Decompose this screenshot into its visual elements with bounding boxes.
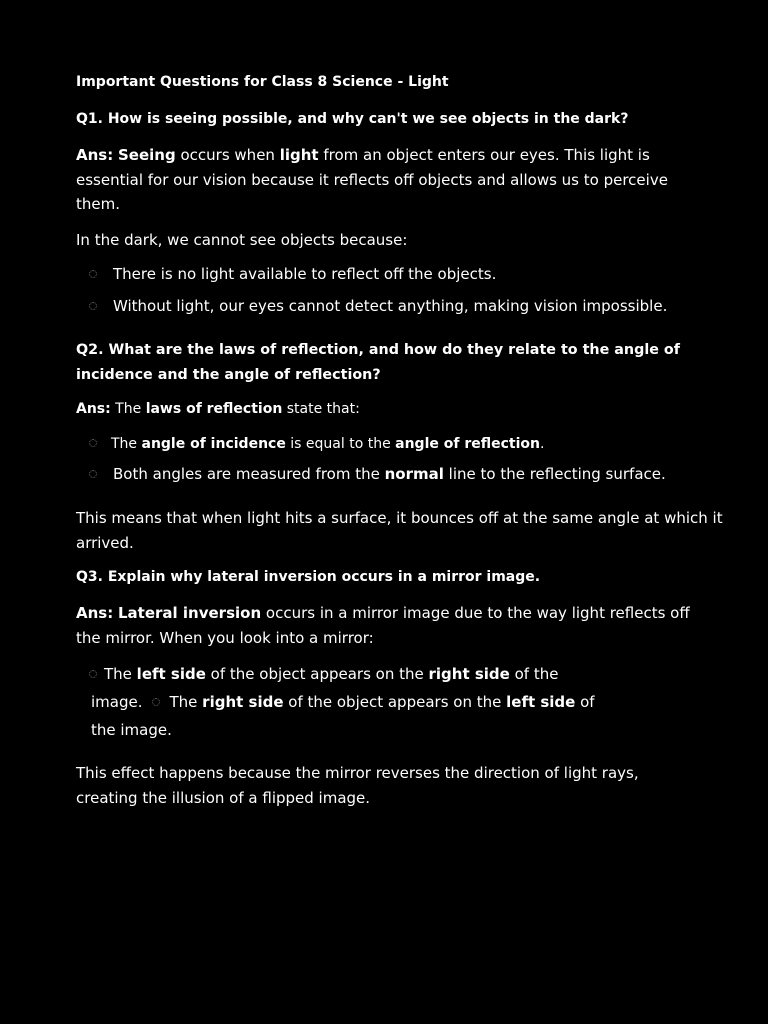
q3-b2-text1: The <box>169 693 203 711</box>
bullet-icon <box>89 302 97 310</box>
q1-ans-bold-light: light <box>279 146 319 164</box>
q2-b1-bold1: angle of incidence <box>141 436 286 452</box>
q3-answer-line1 <box>76 601 690 626</box>
q3-b1-bold1: left side <box>136 665 206 683</box>
bullet-icon <box>89 470 97 478</box>
q2-question-line2: incidence and the angle of reflection? <box>76 367 381 383</box>
q1-bullet-1-text: There is no light available to reflect off the objects. <box>113 265 497 283</box>
q1-ans-label: Ans: <box>76 146 114 164</box>
q1-ans-text1: occurs when <box>175 146 280 164</box>
q1-ans-text2: from an object enters our eyes. This light is <box>318 146 650 164</box>
q2-b2-bold1: normal <box>384 465 444 483</box>
q3-answer-line2: the mirror. When you look into a mirror: <box>76 629 374 647</box>
q3-b2-text3: of <box>575 693 595 711</box>
q3-b2-bold2: left side <box>506 693 576 711</box>
q2-answer-line <box>76 397 360 422</box>
q3-question: Q3. Explain why lateral inversion occurs in a mirror image. <box>76 569 541 585</box>
q3-b1-line2: image. <box>91 693 143 711</box>
q3-b2-bold1: right side <box>202 693 284 711</box>
q1-question: Q1. How is seeing possible, and why can't we see objects in the dark? <box>76 111 629 127</box>
q3-b1-text2: of the object appears on the <box>205 665 429 683</box>
q3-b1-text1: The <box>104 665 137 683</box>
bullet-icon <box>89 439 97 447</box>
q3-ans-text1: occurs in a mirror image due to the way light reflects off <box>261 604 690 622</box>
q3-summary-line1: This effect happens because the mirror reverses the direction of light rays, <box>76 764 639 782</box>
bullet-icon <box>89 670 97 678</box>
q2-bullet-1 <box>89 432 544 457</box>
q2-ans-label: Ans: <box>76 401 111 417</box>
q3-b1-text3: of the <box>509 665 559 683</box>
q2-ans-text1: The <box>110 401 146 417</box>
bullet-icon <box>152 698 160 706</box>
q1-ans-bold-seeing: Seeing <box>118 146 176 164</box>
q2-b2-text2: line to the reflecting surface. <box>443 465 666 483</box>
q1-dark-intro: In the dark, we cannot see objects because: <box>76 231 408 249</box>
bullet-icon <box>89 270 97 278</box>
q2-b1-text3: . <box>539 436 545 452</box>
q3-b2-text2: of the object appears on the <box>283 693 507 711</box>
q2-b2-text1: Both angles are measured from the <box>113 465 385 483</box>
q2-bullet-2 <box>89 462 666 487</box>
q3-bullet-2-line2: the image. <box>91 721 172 739</box>
q2-b1-text2: is equal to the <box>285 436 396 452</box>
q3-summary-line2: creating the illusion of a flipped image. <box>76 789 371 807</box>
q3-bullet-1-line1 <box>89 662 558 687</box>
q1-answer-line3: them. <box>76 195 120 213</box>
q1-answer-line2: essential for our vision because it reflects off objects and allows us to perceive <box>76 171 668 189</box>
q1-bullet-1 <box>89 262 496 287</box>
q3-bullet-1-line2-and-bullet-2 <box>91 690 595 715</box>
q3-b1-bold2: right side <box>428 665 510 683</box>
q1-bullet-2 <box>89 294 667 319</box>
q1-bullet-2-text: Without light, our eyes cannot detect anything, making vision impossible. <box>113 297 668 315</box>
q2-summary-line2: arrived. <box>76 534 134 552</box>
q1-answer-line1 <box>76 143 650 168</box>
document-title: Important Questions for Class 8 Science - Light <box>76 74 449 90</box>
q2-question-line1: Q2. What are the laws of reflection, and how do they relate to the angle of <box>76 342 680 358</box>
q3-ans-label: Ans: <box>76 604 114 622</box>
q2-b1-text1: The <box>111 436 142 452</box>
q2-b1-bold2: angle of reflection <box>395 436 540 452</box>
q2-summary-line1: This means that when light hits a surface, it bounces off at the same angle at which it <box>76 509 723 527</box>
q2-ans-text2: state that: <box>282 401 360 417</box>
q2-ans-bold-laws: laws of reflection <box>145 401 283 417</box>
q3-ans-bold-lateral: Lateral inversion <box>118 604 262 622</box>
